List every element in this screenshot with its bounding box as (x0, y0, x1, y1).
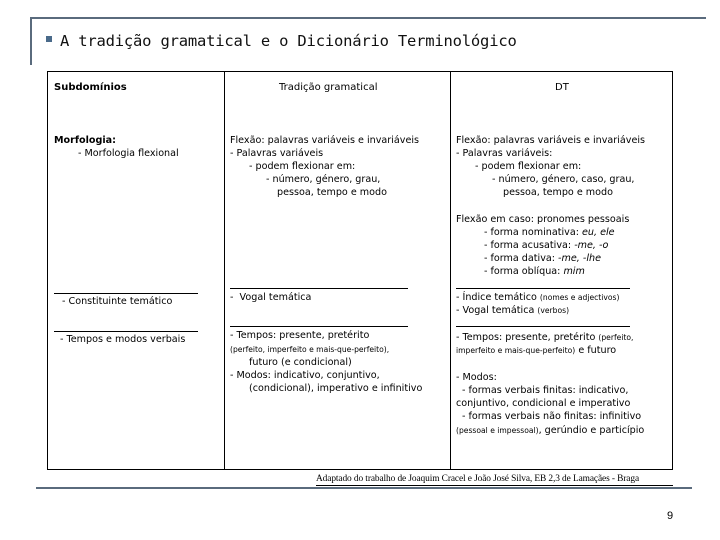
separator-line (54, 331, 198, 332)
dt-tempos-line: - Tempos: presente, pretérito (perfeito, (456, 332, 634, 343)
square-bullet-icon (46, 36, 52, 42)
dt-caso-line: Flexão em caso: pronomes pessoais (456, 214, 630, 225)
column-divider (224, 71, 225, 470)
separator-line (230, 326, 408, 327)
tradicao-flexao-line: Flexão: palavras variáveis e invariáveis (230, 135, 420, 146)
dt-flexao-line: Flexão: palavras variáveis e invariáveis (456, 135, 646, 146)
source-note: Adaptado do trabalho de Joaquim Cracel e João José Silva, EB 2,3 de Lamaçães - Braga (316, 474, 640, 484)
tradicao-vogal-tematica: - Vogal temática (230, 292, 312, 303)
slide-title: A tradição gramatical e o Dicionário Terminológico (60, 32, 517, 50)
dt-caso-nominativa: - forma nominativa: eu, ele (484, 227, 615, 238)
footer-rule (36, 487, 692, 489)
tradicao-tempos-line: - Tempos: presente, pretérito (230, 330, 370, 341)
separator-line (230, 288, 408, 289)
morfologia-label: Morfologia: (54, 135, 116, 146)
tempos-modos-label: - Tempos e modos verbais (60, 334, 186, 345)
dt-modos-line: conjuntivo, condicional e imperativo (456, 398, 631, 409)
dt-caso-dativa: - forma dativa: -me, -lhe (484, 253, 601, 264)
column-divider (450, 71, 451, 470)
dt-modos-line: (pessoal e impessoal), gerúndio e particípio (456, 425, 645, 436)
page-number: 9 (667, 510, 674, 522)
source-underline (316, 485, 673, 486)
dt-modos-line: - formas verbais não finitas: infinitivo (462, 411, 642, 422)
tradicao-flexao-line: pessoa, tempo e modo (277, 187, 387, 198)
dt-tempos-line: imperfeito e mais-que-perfeito) e futuro (456, 345, 617, 356)
tradicao-tempos-line: (perfeito, imperfeito e mais-que-perfeito), (230, 345, 390, 354)
dt-modos-line: - Modos: (456, 372, 497, 383)
dt-flexao-line: pessoa, tempo e modo (503, 187, 613, 198)
header-tradicao: Tradição gramatical (279, 82, 378, 93)
morfologia-flexional-label: - Morfologia flexional (78, 148, 179, 159)
tradicao-flexao-line: - número, género, grau, (266, 174, 381, 185)
dt-modos-line: - formas verbais finitas: indicativo, (462, 385, 629, 396)
dt-caso-acusativa: - forma acusativa: -me, -o (484, 240, 609, 251)
dt-flexao-line: - número, género, caso, grau, (492, 174, 635, 185)
dt-flexao-line: - Palavras variáveis: (456, 148, 553, 159)
tradicao-modos-line: (condicional), imperativo e infinitivo (249, 383, 423, 394)
dt-vogal-tematica: - Vogal temática (verbos) (456, 305, 570, 316)
header-dt: DT (555, 82, 569, 93)
dt-caso-obliqua: - forma oblíqua: mim (484, 266, 585, 277)
separator-line (456, 326, 630, 327)
dt-flexao-line: - podem flexionar em: (475, 161, 582, 172)
dt-indice-tematico: - Índice temático (nomes e adjectivos) (456, 292, 620, 303)
separator-line (54, 293, 198, 294)
tradicao-flexao-line: - podem flexionar em: (249, 161, 356, 172)
tradicao-tempos-line: futuro (e condicional) (249, 357, 352, 368)
constituinte-tematico-label: - Constituinte temático (62, 296, 173, 307)
header-subdominios: Subdomínios (54, 82, 127, 93)
separator-line (456, 288, 630, 289)
tradicao-flexao-line: - Palavras variáveis (230, 148, 324, 159)
tradicao-modos-line: - Modos: indicativo, conjuntivo, (230, 370, 380, 381)
